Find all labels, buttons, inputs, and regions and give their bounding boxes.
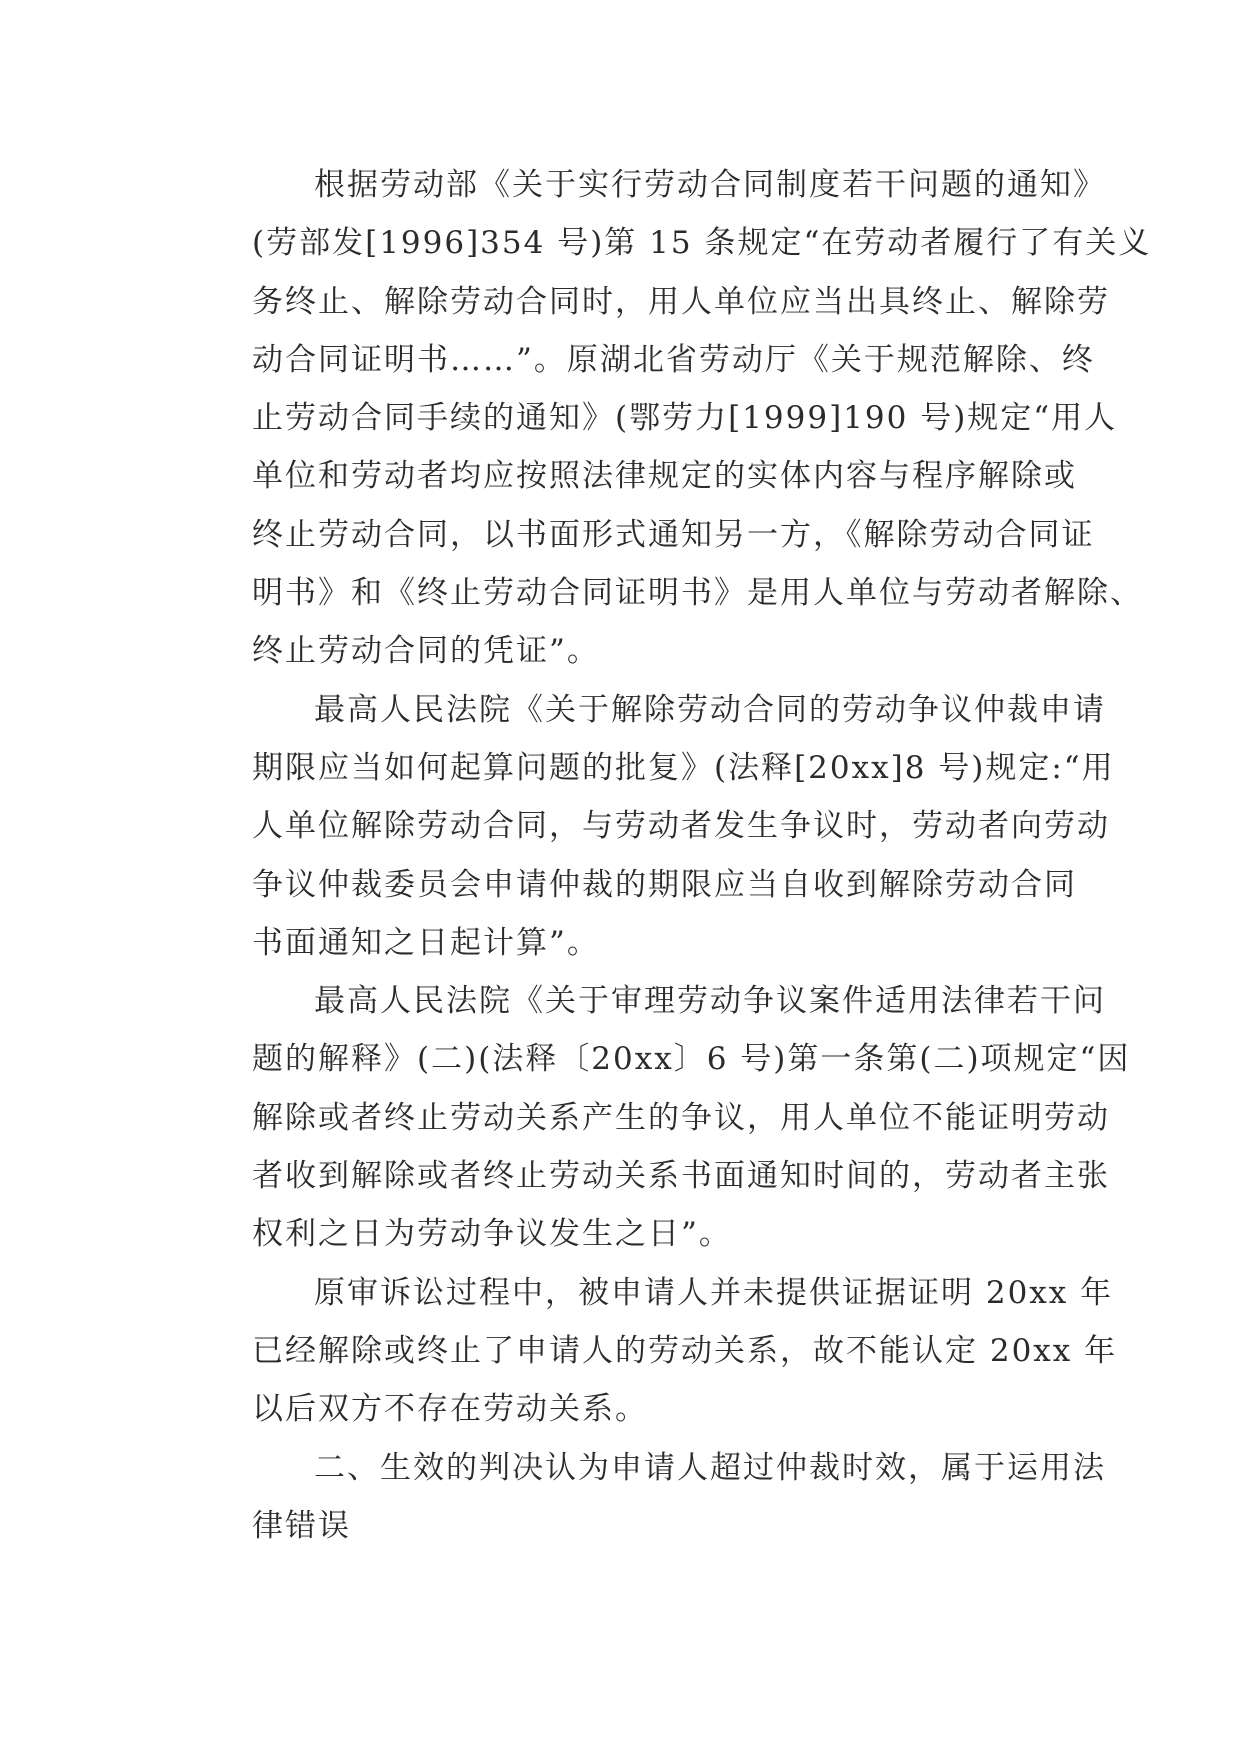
text-line: 动合同证明书……”。原湖北省劳动厅《关于规范解除、终 [252,341,1095,378]
paragraph-1 [190,156,1152,681]
text-line: 二、生效的判决认为申请人超过仲裁时效，属于运用法 [314,1449,1106,1486]
text-line: 已经解除或终止了申请人的劳动关系，故不能认定 20xx 年 [252,1332,1118,1369]
text-line: 以后双方不存在劳动关系。 [252,1391,648,1428]
text-line: 根据劳动部《关于实行劳动合同制度若干问题的通知》 [314,167,1106,203]
text-line: 终止劳动合同，以书面形式通知另一方，《解除劳动合同证 [252,516,1095,553]
text-line: 书面通知之日起计算”。 [252,924,600,961]
text-line: 争议仲裁委员会申请仲裁的期限应当自收到解除劳动合同 [252,866,1077,903]
text-line: 解除或者终止劳动关系产生的争议，用人单位不能证明劳动 [252,1099,1110,1136]
text-line: 律错误 [252,1507,351,1544]
text-line: 最高人民法院《关于审理劳动争议案件适用法律若干问 [314,983,1106,1020]
text-line: 最高人民法院《关于解除劳动合同的劳动争议仲裁申请 [314,691,1106,728]
text-line: 权利之日为劳动争议发生之日”。 [252,1216,732,1253]
paragraph-4 [190,1264,1118,1439]
text-line: 明书》和《终止劳动合同证明书》是用人单位与劳动者解除、 [252,575,1143,612]
text-line: 期限应当如何起算问题的批复》(法释[20xx]8 号)规定:“用 [252,749,1115,786]
paragraph-2 [190,681,1115,972]
text-line: 题的解释》(二)(法释〔20xx〕6 号)第一条第(二)项规定“因 [252,1041,1131,1078]
text-line: 止劳动合同手续的通知》(鄂劳力[1999]190 号)规定“用人 [252,400,1118,437]
text-line: 者收到解除或者终止劳动关系书面通知时间的，劳动者主张 [252,1158,1110,1195]
paragraph-5-heading [190,1439,1106,1556]
document-body [190,156,1152,1555]
paragraph-3 [190,972,1131,1263]
text-line: 原审诉讼过程中，被申请人并未提供证据证明 20xx 年 [314,1274,1114,1311]
text-line: 人单位解除劳动合同，与劳动者发生争议时，劳动者向劳动 [252,808,1110,845]
text-line: 务终止、解除劳动合同时，用人单位应当出具终止、解除劳 [252,283,1110,320]
text-line: 终止劳动合同的凭证”。 [252,633,600,670]
text-line: 单位和劳动者均应按照法律规定的实体内容与程序解除或 [252,458,1077,495]
text-line: (劳部发[1996]354 号)第 15 条规定“在劳动者履行了有关义 [252,225,1152,262]
